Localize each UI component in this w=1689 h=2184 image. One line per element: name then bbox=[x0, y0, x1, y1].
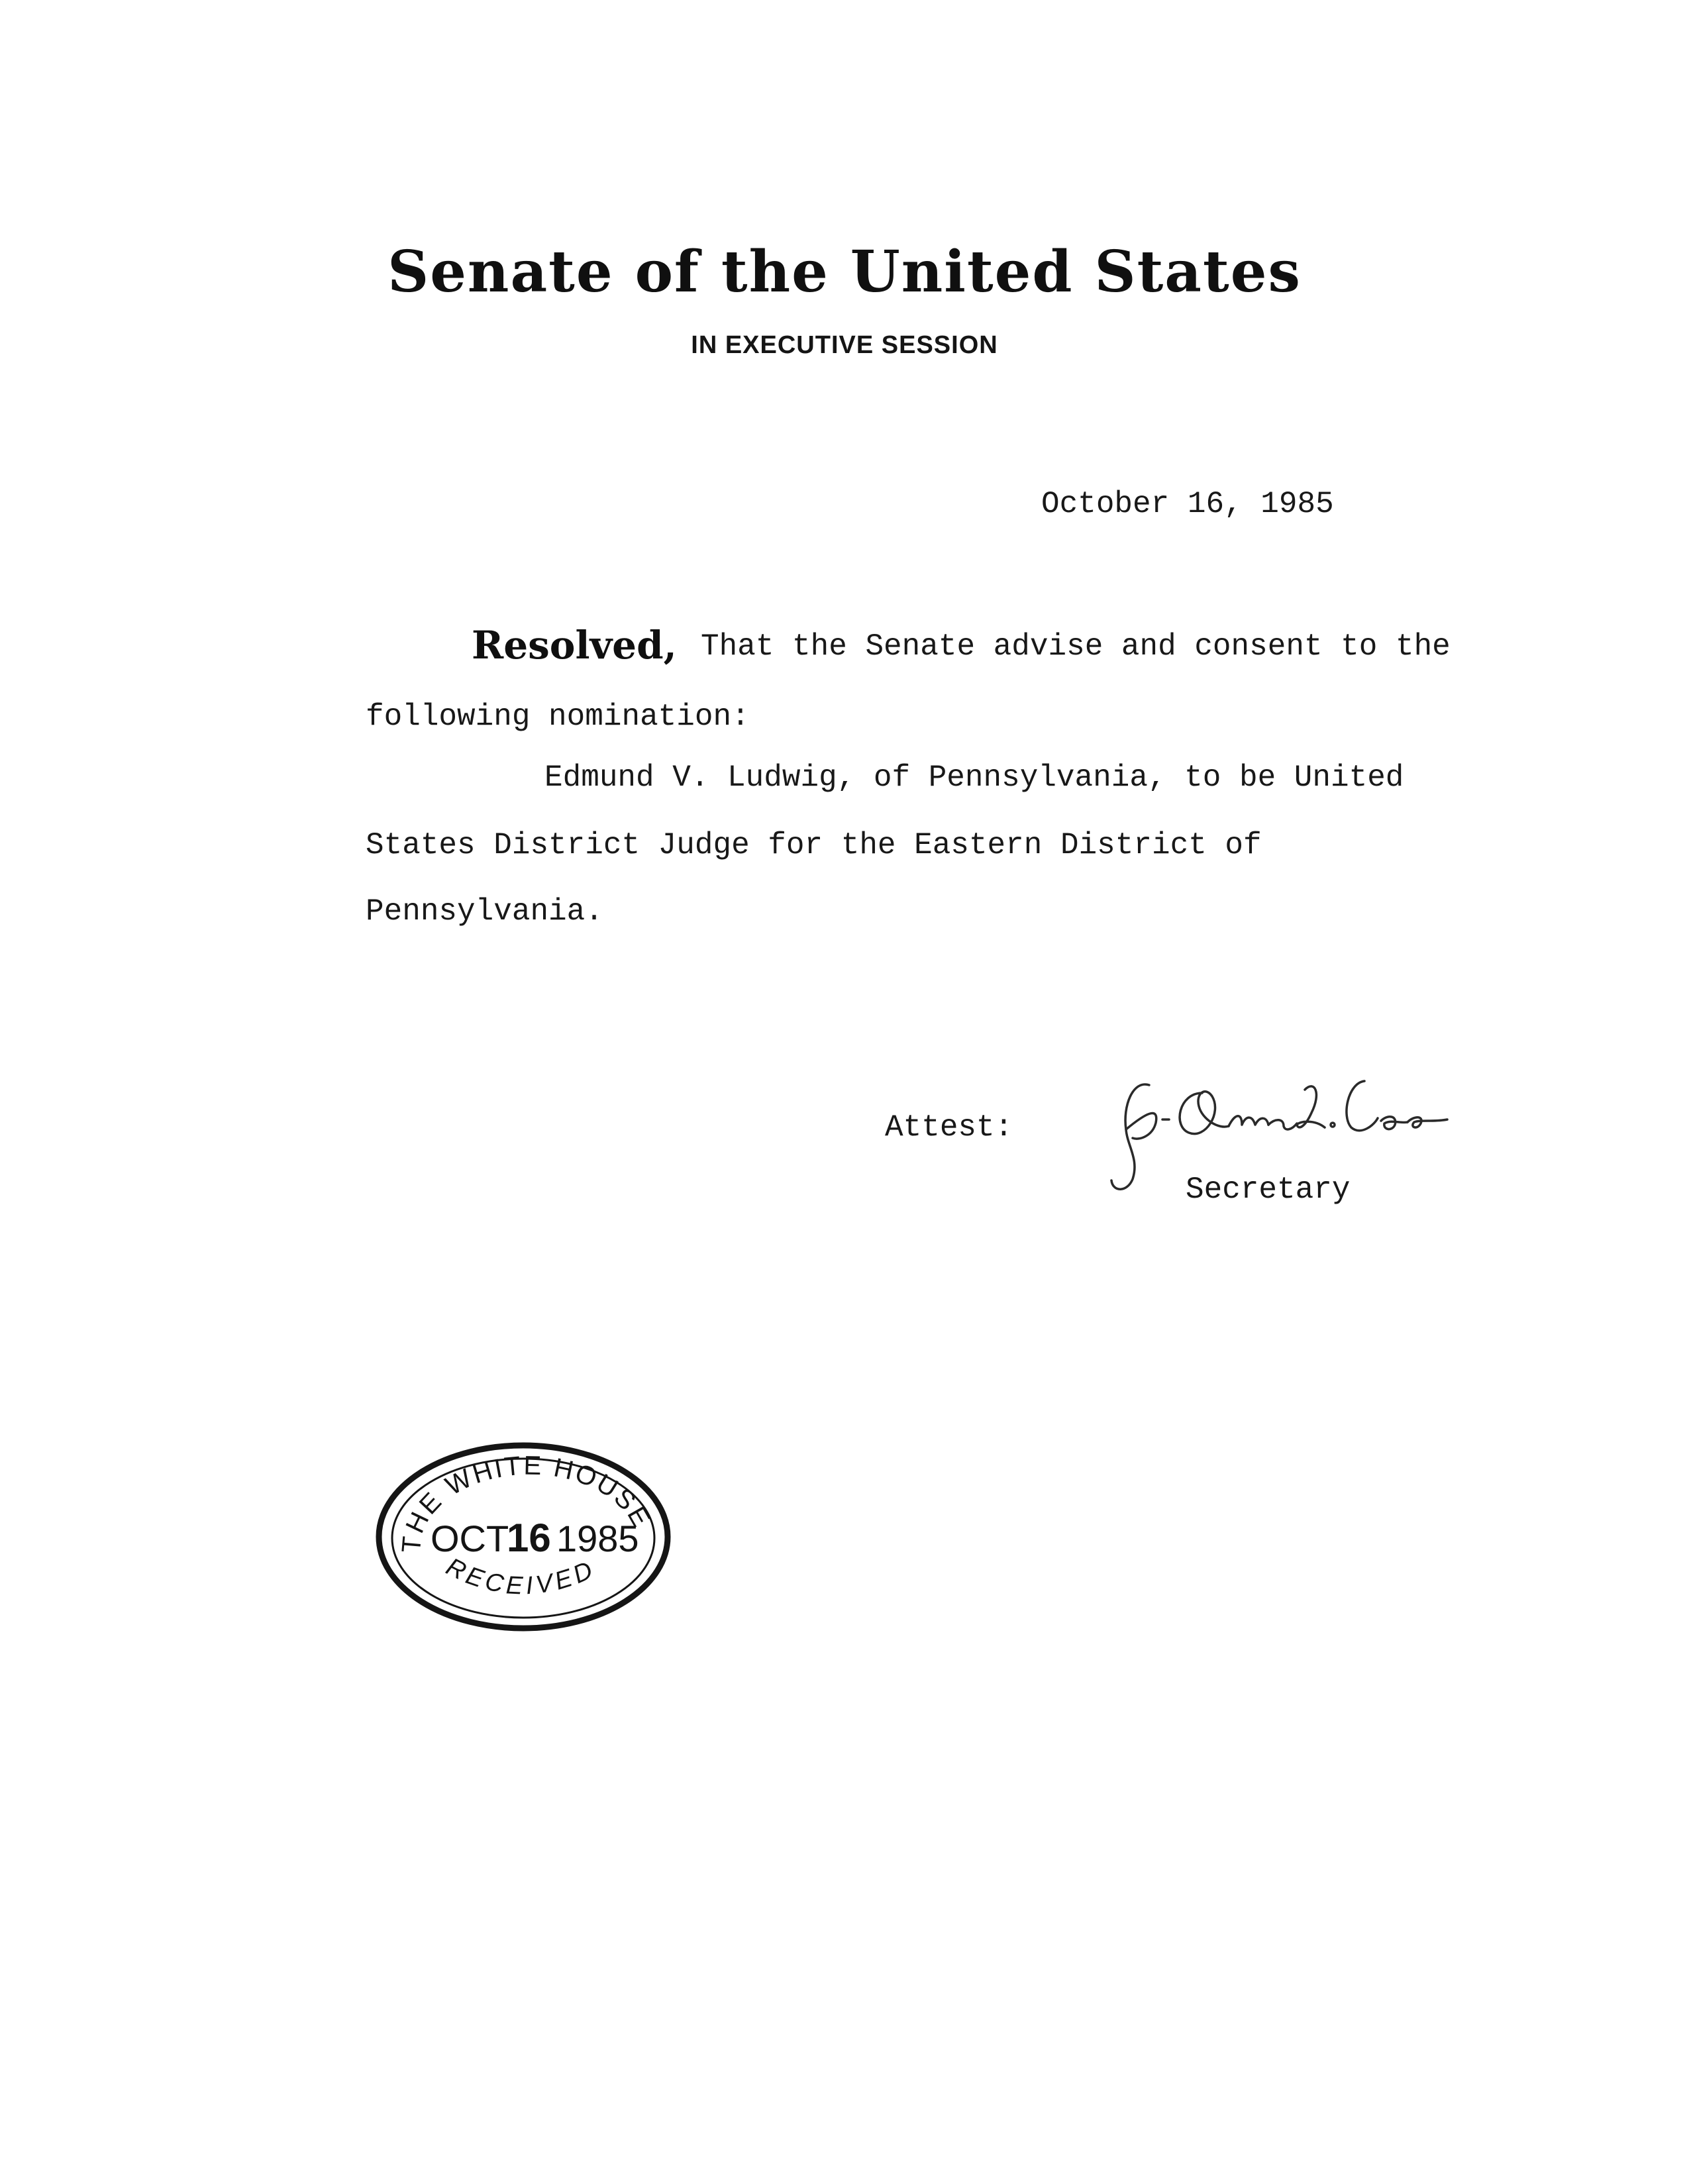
stamp-bottom-text: RECEIVED bbox=[441, 1553, 601, 1600]
resolution-line-2: following nomination: bbox=[366, 700, 750, 734]
resolution-line-1: That the Senate advise and consent to the bbox=[701, 629, 1451, 664]
resolved-word: Resolved, bbox=[472, 623, 677, 668]
stamp-top-text: THE WHITE HOUSE bbox=[396, 1451, 657, 1554]
stamp-day: 16 bbox=[507, 1516, 551, 1560]
session-subtitle: IN EXECUTIVE SESSION bbox=[691, 331, 998, 359]
white-house-received-stamp bbox=[371, 1437, 676, 1636]
attest-label: Attest: bbox=[885, 1110, 1013, 1145]
nomination-line-3: Pennsylvania. bbox=[366, 894, 603, 929]
nomination-line-1: Edmund V. Ludwig, of Pennsylvania, to be United bbox=[544, 760, 1404, 795]
stamp-month: OCT bbox=[431, 1518, 509, 1559]
nomination-line-2: States District Judge for the Eastern District of bbox=[366, 828, 1262, 862]
page-title: Senate of the United States bbox=[387, 238, 1302, 305]
secretary-label: Secretary bbox=[1186, 1172, 1351, 1207]
stamp-year: 1985 bbox=[556, 1518, 639, 1559]
document-date: October 16, 1985 bbox=[1041, 487, 1334, 521]
